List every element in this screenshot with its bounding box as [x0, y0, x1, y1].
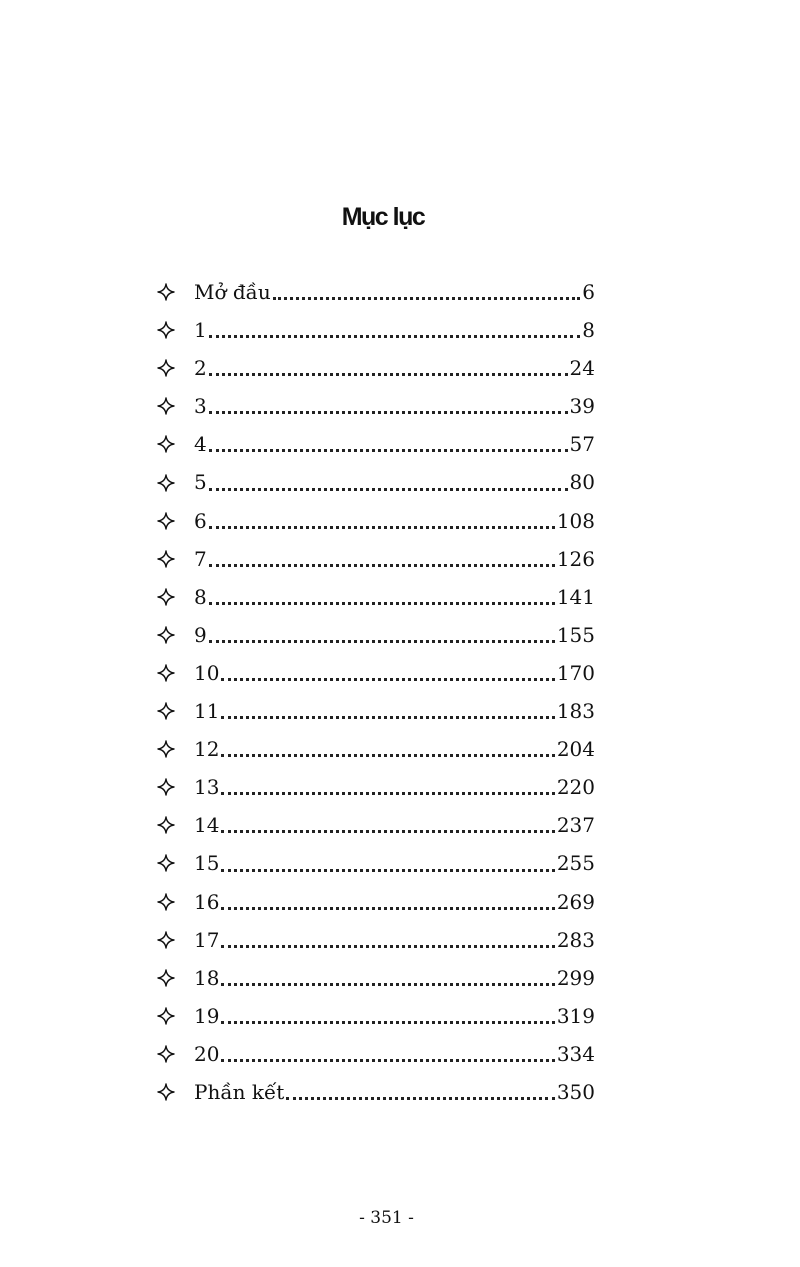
four-point-star-icon	[157, 1083, 175, 1101]
dot-leader	[209, 449, 568, 452]
toc-entry	[157, 730, 595, 768]
four-point-star-icon	[157, 854, 175, 872]
toc-entry-label: 10	[194, 660, 220, 685]
toc-entry-page: 255	[556, 851, 595, 876]
dot-leader	[221, 792, 554, 795]
dot-leader	[209, 411, 568, 414]
four-point-star-icon	[157, 702, 175, 720]
toc-entry	[157, 273, 595, 311]
dot-leader	[221, 830, 554, 833]
toc-entry	[157, 387, 595, 425]
page-title: Mục lục	[341, 203, 425, 231]
toc-entry	[157, 806, 595, 844]
toc-entry-label: 17	[194, 927, 220, 952]
dot-leader	[221, 945, 554, 948]
toc-entry-label: 19	[194, 1003, 220, 1028]
toc-entry-label: 4	[194, 432, 207, 457]
toc-entry	[157, 1035, 595, 1073]
toc-entry	[157, 1073, 595, 1111]
dot-leader	[209, 564, 555, 567]
four-point-star-icon	[157, 778, 175, 796]
toc-entry-page: 8	[582, 318, 595, 343]
toc-entry-page: 269	[556, 889, 595, 914]
toc-entry-label: 3	[194, 394, 207, 419]
four-point-star-icon	[157, 893, 175, 911]
toc-entry-page: 170	[556, 660, 595, 685]
four-point-star-icon	[157, 550, 175, 568]
four-point-star-icon	[157, 969, 175, 987]
toc-entry-page: 237	[556, 813, 595, 838]
toc-entry-page: 141	[556, 584, 595, 609]
toc-entry-label: 7	[194, 546, 207, 571]
dot-leader	[221, 907, 554, 910]
toc-entry-page: 57	[569, 432, 595, 457]
four-point-star-icon	[157, 816, 175, 834]
toc-entry-label: 18	[194, 965, 220, 990]
toc-entry	[157, 349, 595, 387]
dot-leader	[209, 602, 555, 605]
four-point-star-icon	[157, 474, 175, 492]
toc-entry-label: 8	[194, 584, 207, 609]
page-number: - 351 -	[359, 1208, 414, 1228]
toc-entry-label: 14	[194, 813, 220, 838]
dot-leader	[209, 335, 581, 338]
toc-entry	[157, 502, 595, 540]
toc-entry	[157, 883, 595, 921]
dot-leader	[221, 678, 554, 681]
toc-entry-label: 13	[194, 775, 220, 800]
toc-entry	[157, 692, 595, 730]
toc-entry	[157, 463, 595, 501]
dot-leader	[209, 373, 568, 376]
four-point-star-icon	[157, 359, 175, 377]
dot-leader	[273, 297, 580, 300]
toc-entry-page: 283	[556, 927, 595, 952]
toc-entry-page: 39	[569, 394, 595, 419]
toc-entry	[157, 425, 595, 463]
toc-entry	[157, 578, 595, 616]
four-point-star-icon	[157, 1045, 175, 1063]
dot-leader	[221, 754, 554, 757]
toc-entry-page: 80	[569, 470, 595, 495]
toc-entry-page: 204	[556, 737, 595, 762]
dot-leader	[221, 1021, 554, 1024]
toc-entry-page: 183	[556, 699, 595, 724]
dot-leader	[221, 869, 554, 872]
toc-entry	[157, 921, 595, 959]
toc-entry-page: 299	[556, 965, 595, 990]
toc-entry-label: 5	[194, 470, 207, 495]
toc-entry-page: 350	[556, 1079, 595, 1104]
toc-entry-label: 16	[194, 889, 220, 914]
toc-entry-label: 15	[194, 851, 220, 876]
toc-entry-label: Mở đầu	[194, 280, 271, 304]
toc-entry-page: 334	[556, 1041, 595, 1066]
four-point-star-icon	[157, 512, 175, 530]
four-point-star-icon	[157, 740, 175, 758]
toc-entry-page: 108	[556, 508, 595, 533]
four-point-star-icon	[157, 435, 175, 453]
toc-entry-page: 319	[556, 1003, 595, 1028]
dot-leader	[221, 1059, 554, 1062]
dot-leader	[286, 1097, 555, 1100]
toc-entry-label: 2	[194, 356, 207, 381]
dot-leader	[221, 983, 554, 986]
toc-entry-page: 24	[569, 356, 595, 381]
toc-entry-page: 6	[582, 280, 595, 304]
dot-leader	[209, 488, 568, 491]
four-point-star-icon	[157, 626, 175, 644]
toc-entry	[157, 654, 595, 692]
toc-entry-label: 11	[194, 699, 220, 724]
toc-entry	[157, 844, 595, 882]
toc-entry-label: 20	[194, 1041, 220, 1066]
toc-entry-label: Phần kết	[194, 1079, 285, 1104]
toc-entry	[157, 311, 595, 349]
toc-entry	[157, 959, 595, 997]
four-point-star-icon	[157, 1007, 175, 1025]
toc-entry	[157, 768, 595, 806]
toc-entry-page: 220	[556, 775, 595, 800]
toc-entry-label: 1	[194, 318, 207, 343]
four-point-star-icon	[157, 931, 175, 949]
four-point-star-icon	[157, 397, 175, 415]
toc-entry	[157, 616, 595, 654]
toc-entry-page: 126	[556, 546, 595, 571]
four-point-star-icon	[157, 588, 175, 606]
toc-entry-label: 9	[194, 622, 207, 647]
toc-entry-label: 12	[194, 737, 220, 762]
toc-entry-label: 6	[194, 508, 207, 533]
dot-leader	[209, 640, 555, 643]
four-point-star-icon	[157, 283, 175, 301]
dot-leader	[221, 716, 554, 719]
toc-entry-page: 155	[556, 622, 595, 647]
four-point-star-icon	[157, 321, 175, 339]
toc-entry	[157, 540, 595, 578]
toc-entry	[157, 997, 595, 1035]
table-of-contents	[157, 273, 595, 1111]
four-point-star-icon	[157, 664, 175, 682]
dot-leader	[209, 526, 555, 529]
